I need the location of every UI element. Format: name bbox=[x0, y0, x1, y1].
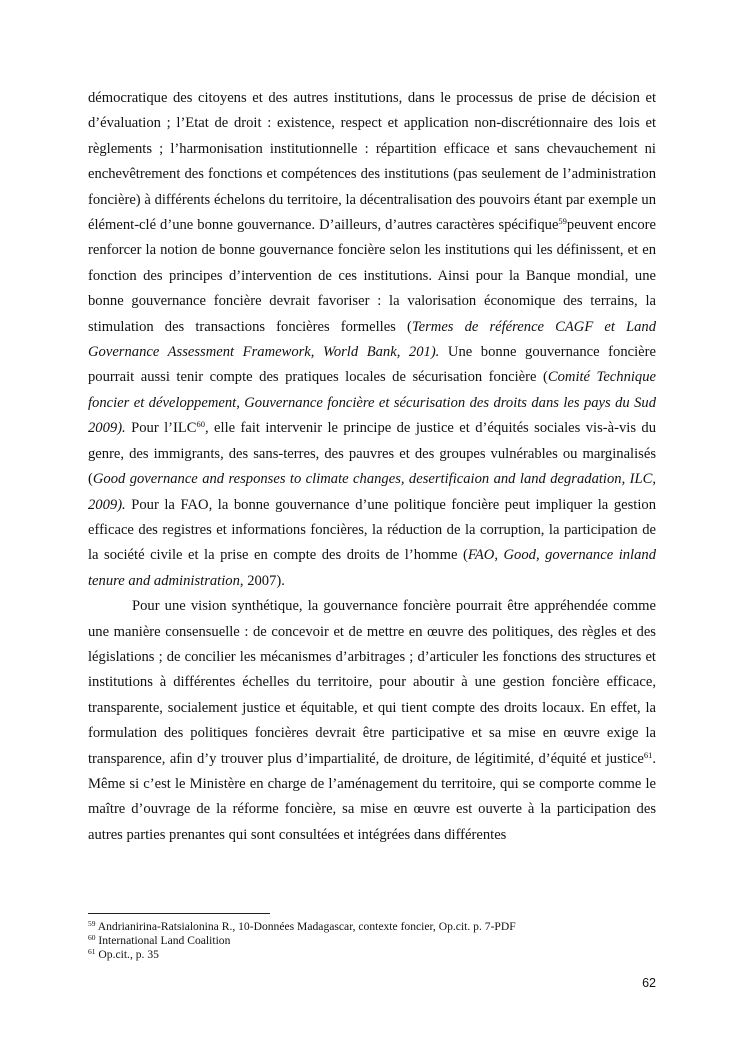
paragraph-1-text: démocratique des citoyens et des autres institutions, dans le processus de prise de décision et d’évaluation ; l’Etat de droit : existence, respect et application non-discrétionnaire des lois et règlements ; l’harmonisation institutionnelle : répartition efficace et sans chevauchement ni enchevêtrement des fonctions et compétences des institutions (pas seulement de l’administration foncière) à différents échelons du territoire, la décentralisation des pouvoirs étant par exemple un élément-clé d’une bonne gouvernance. D’ailleurs, d’autres caractères spécifique bbox=[88, 90, 656, 234]
body-text bbox=[88, 86, 656, 848]
footnote-number: 59 bbox=[88, 919, 96, 928]
footnotes bbox=[88, 920, 656, 962]
footnote-61 bbox=[88, 948, 656, 962]
paragraph-1-text: Pour la FAO, la bonne gouvernance d’une politique foncière peut impliquer la gestion efficace des registres et informations foncières, la réduction de la corruption, la participation de la société civile et la prise en compte des droits de l’homme ( bbox=[88, 496, 656, 564]
citation-italic: Comité Technique foncier et développement, Gouvernance foncière et sécurisation des droits dans les pays du Sud 2009). bbox=[88, 369, 656, 437]
footnote-separator bbox=[88, 913, 270, 914]
footnote-number: 60 bbox=[88, 933, 96, 942]
footnote-text: Op.cit., p. 35 bbox=[95, 948, 159, 961]
paragraph-1-text: peuvent encore renforcer la notion de bonne gouvernance foncière selon les institutions qui les définissent, et en fonction des principes d’intervention de ces institutions. Ainsi pour la Banque mondial, une bonne gouvernance foncière devrait favoriser : la valorisation économique des terrains, la stimulation des transactions foncières formelles ( bbox=[88, 217, 657, 335]
citation-italic: Good, governance inland tenure and administration bbox=[88, 547, 656, 589]
paragraph-1-text: , 2007). bbox=[239, 572, 285, 589]
paragraph-2 bbox=[88, 594, 656, 848]
paragraph-1-text: Pour l’ILC bbox=[125, 420, 197, 437]
paragraph-2-text: . Même si c’est le Ministère en charge de l’aménagement du territoire, qui se comporte comme le maître d’ouvrage de la réforme foncière, sa mise en œuvre est ouverte à la participation des autres parties prenantes qui sont consultées et intégrées dans différentes bbox=[88, 750, 656, 843]
paragraph-1-text: , elle fait intervenir le principe de justice et d’équités sociales vis-à-vis du genre, des immigrants, des sans-terres, des pauvres et des groupes vulnérables ou marginalisés ( bbox=[88, 420, 656, 488]
footnote-ref-61[interactable]: 61 bbox=[643, 749, 653, 760]
footnote-text: Andrianirina-Ratsialonina R., 10-Données Madagascar, contexte foncier, Op.cit. p. 7-PDF bbox=[95, 920, 516, 933]
paragraph-2-text: Pour une vision synthétique, la gouvernance foncière pourrait être appréhendée comme une manière consensuelle : de concevoir et de mettre en œuvre des politiques, des règles et des législations ; de concilier les mécanismes d’arbitrages ; d’articuler les fonctions des structures et institutions à différentes échelles du territoire, pour aboutir à une gestion foncière efficace, transparente, socialement justice et équitable, et qui tient compte des droits locaux. En effet, la formulation des politiques foncières devrait être participative et sa mise en œuvre exige la transparence, afin d’y trouver plus d’impartialité, de droiture, de légitimité, d’équité et justice bbox=[88, 598, 656, 767]
paragraph-1-text: Une bonne gouvernance foncière pourrait aussi tenir compte des pratiques locales de sécurisation foncière ( bbox=[88, 344, 656, 386]
citation-italic: FAO bbox=[467, 547, 495, 564]
citation-italic: Termes de référence CAGF et Land Governance Assessment Framework, World Bank, 201). bbox=[88, 318, 656, 361]
footnote-text: International Land Coalition bbox=[95, 934, 231, 947]
footnote-number: 61 bbox=[88, 947, 96, 956]
paragraph-1 bbox=[88, 86, 656, 594]
footnote-ref-60[interactable]: 60 bbox=[196, 419, 205, 430]
citation-italic: Good governance and responses to climate changes, desertificaion and land degradation, ILC, 2009). bbox=[88, 471, 656, 513]
page-number: 62 bbox=[642, 976, 656, 990]
paragraph-1-text: , bbox=[494, 547, 504, 564]
footnote-59 bbox=[88, 920, 656, 934]
footnote-60 bbox=[88, 934, 656, 948]
footnote-ref-59[interactable]: 59 bbox=[558, 216, 567, 227]
